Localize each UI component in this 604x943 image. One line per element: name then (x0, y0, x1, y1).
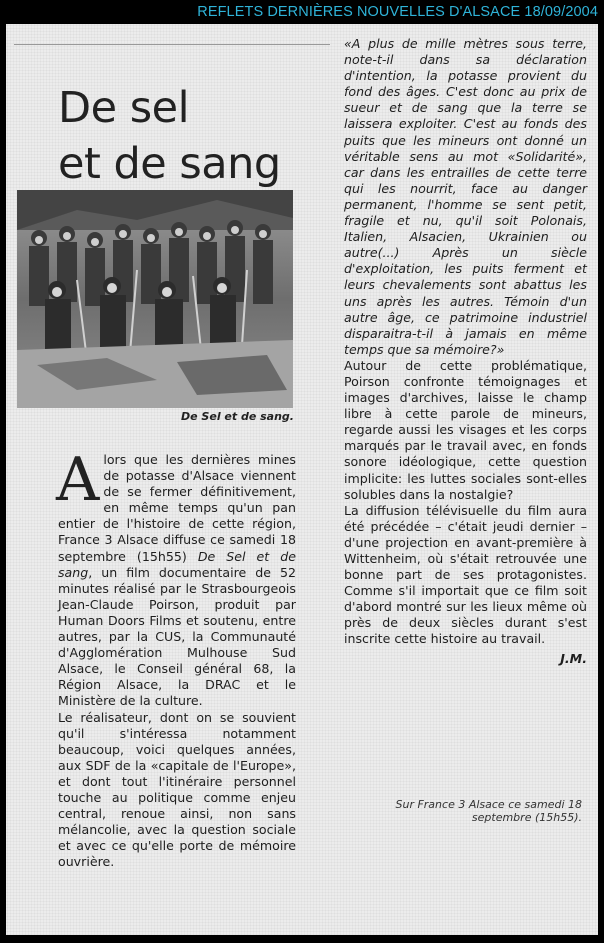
miners-group-photo (17, 190, 293, 408)
director-paragraph: Le réalisateur, dont on se souvient qu'il s'intéressa notamment beaucoup, voici quelques années, aux SDF de la «capitale de l'Europe», et dont tout l'itinéraire personnel touche au politique comme enjeu central, renoue ainsi, non sans mélancolie, avec la question sociale et avec ce qu'elle porte de mémoire ouvrière. (58, 709, 296, 870)
article-title (58, 80, 328, 192)
author-signature: J.M. (560, 650, 587, 666)
title-line-2: et de sang (58, 139, 281, 189)
photo-illustration (17, 190, 293, 408)
film-title-inline: De Sel et de sang (58, 548, 297, 580)
drop-cap: A (56, 445, 100, 515)
title-line-1: De sel (58, 83, 190, 133)
intro-text-a: lors que les dernières mines de potasse d'Alsace viennent de se fermer définitivement, en même temps qu'un pan entier de l'histoire de cette région, France 3 Alsace diffuse ce samedi 18 septembre (15h55) (58, 452, 296, 564)
director-quote: «A plus de mille mètres sous terre, note-t-il dans sa déclaration d'intention, la potasse provient du fond des âges. C'est donc au prix de sueur et de sang que la terre se laissera exploiter. C'est au fonds des puits que les mineurs ont donné un véritable sens au mot «Solidarité», car dans les entrailles de cette terre qui les nourrit, face au danger permanent, l'homme se sent petit, fragile et nu, qu'il soit Polonais, Italien, Alsacien, Ukrainien ou autre(...) Après un siècle d'exploitation, les puits ferment et leurs chevalements sont abattus les uns après les autres. Témoin d'un autre âge, ce patrimoine industriel disparaitra-t-il à jamais en même temps que sa mémoire?» (344, 36, 587, 357)
source-header: REFLETS DERNIÈRES NOUVELLES D'ALSACE 18/09/2004 (197, 4, 598, 20)
intro-text-b: , un film documentaire de 52 minutes réalisé par le Strasbourgeois Jean-Claude Poirson, produit par Human Doors Films et soutenu, entre autres, par la CUS, la Communauté d'Agglomération Mulhouse Sud Alsace, le Conseil général 68, la Région Alsace, la DRAC et le Ministère de la culture. (58, 564, 296, 709)
photo-caption: De Sel et de sang. (181, 410, 294, 423)
newspaper-clipping (6, 24, 598, 935)
top-rule (14, 44, 330, 45)
problematic-paragraph: Autour de cette problématique, Poirson confronte témoignages et images d'archives, laisse le champ libre à cette parole de mineurs, regarde aussi les visages et les corps marqués par le travail avec, en fonds sonore idéologique, cette question implicite: les luttes sociales sont-elles solubles dans la nostalgie? (344, 357, 587, 502)
left-column (56, 445, 297, 870)
intro-paragraph (56, 445, 297, 710)
broadcast-note: Sur France 3 Alsace ce samedi 18 septembre (15h55). (395, 798, 582, 824)
broadcast-paragraph: La diffusion télévisuelle du film aura été précédée – c'était jeudi dernier – d'une projection en avant-première à Wittenheim, où s'était retrouvée une bonne part de ses protagonistes. Comme s'il importait que ce film soit d'abord montré sur les lieux même où près de deux siècles durant s'est inscrite cette histoire au travail. (344, 502, 587, 647)
right-column (344, 36, 587, 667)
